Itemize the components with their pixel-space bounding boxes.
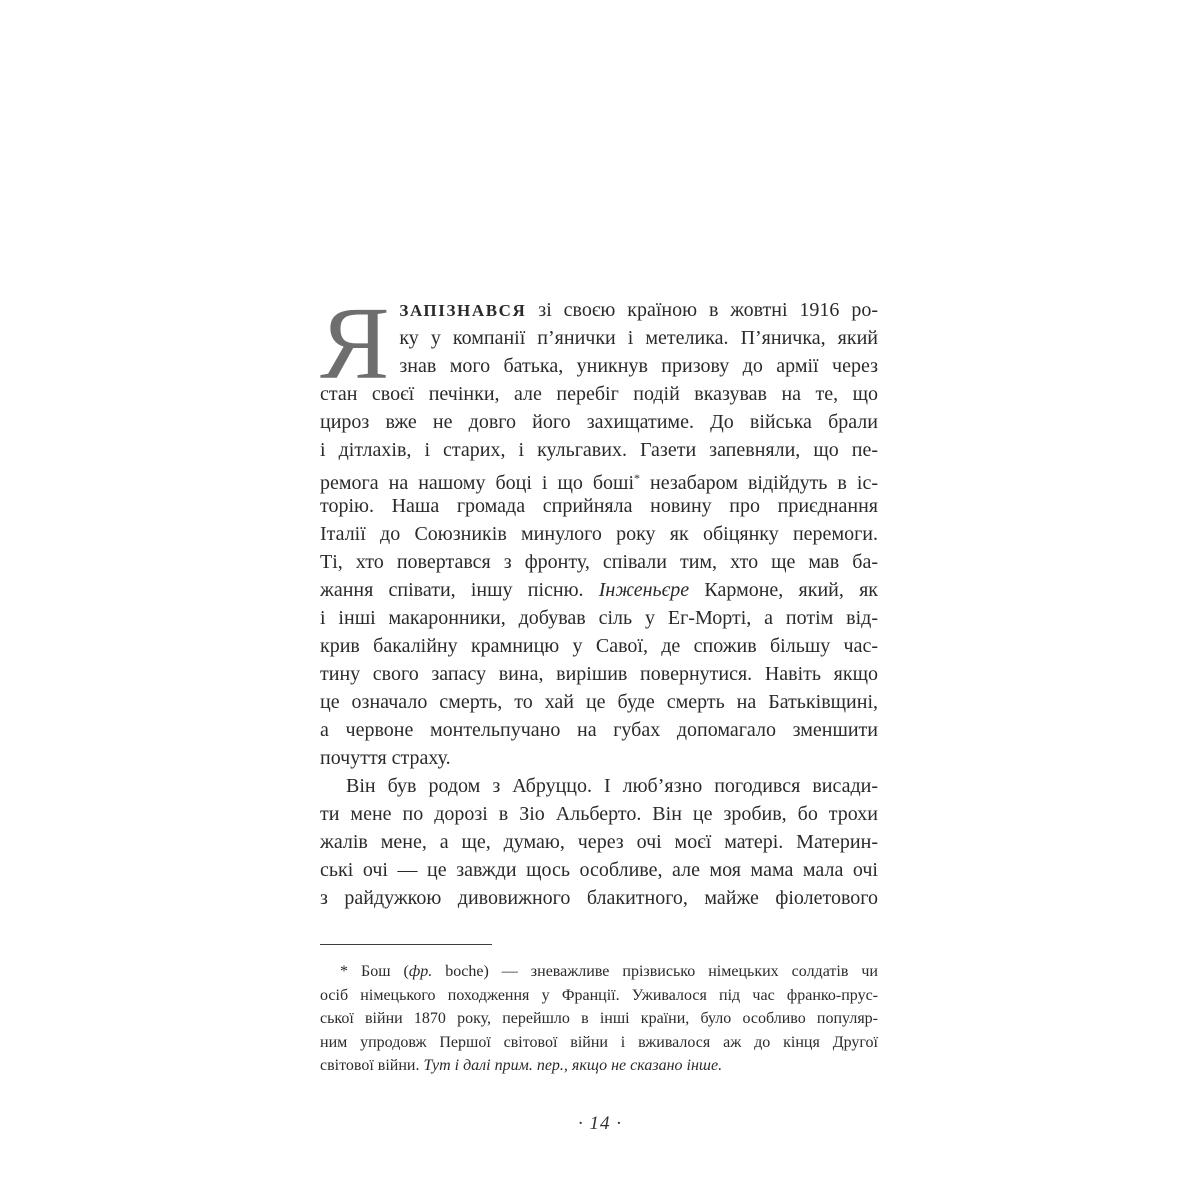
body-line-8: торію. Наша громада сприйняла новину про приєднання (320, 495, 878, 517)
body-line-2: ку у компанії п’янички і метелика. П’яничка, який (399, 327, 878, 349)
body-line-11 (320, 576, 878, 604)
footnote-line-4: ним упродовж Першої світової війни і вживалося аж до кінця Другої (320, 1033, 878, 1051)
footnote-line-3: ської війни 1870 року, перейшло в інші країни, було особливо популяр- (320, 1010, 878, 1027)
body-line-6: і дітлахів, і старих, і кульгавих. Газети запевняли, що пе- (320, 439, 878, 461)
body-text-block (320, 286, 878, 912)
body-line-22: з райдужкою дивовижного блакитного, майже фіолетового (320, 887, 878, 909)
text-segment: зі своєю країною в жовтні 1916 ро- (526, 299, 878, 321)
body-line-17: почуття страху. (320, 747, 451, 769)
body-line-5: цироз вже не довго його захищатиме. До війська брали (320, 411, 878, 433)
body-line-3: знав мого батька, уникнув призову до армії через (399, 355, 878, 377)
footnote-reference-asterisk: * (634, 471, 641, 485)
footnote-marker: * Бош ( (340, 963, 409, 980)
body-line-12: і інші макаронники, добував сіль у Ег-Морті, а потім від- (320, 607, 878, 629)
lead-word: ЗАПІЗНАВСЯ (399, 301, 527, 320)
footnote-block (320, 960, 878, 1078)
text-segment: boche) — зневажливе прізвисько німецьких солдатів чи (432, 963, 878, 980)
italic-segment: фр. (408, 963, 433, 980)
italic-segment: Інженьєре (598, 579, 690, 601)
body-line-15: це означало смерть, то хай це буде смерть на Батьківщині, (320, 691, 878, 713)
body-line-20: жалів мене, а ще, думаю, через очі моєї матері. Материн- (320, 831, 878, 853)
translator-note: Тут і далі прим. пер., якщо не сказано інше. (423, 1057, 723, 1074)
dropcap-letter: Я (320, 286, 390, 401)
body-line-18: Він був родом з Абруццо. І люб’язно погодився висади- (346, 775, 878, 797)
body-line-1 (320, 296, 878, 324)
footnote-line-5 (320, 1054, 878, 1078)
text-segment: ремога на нашому боці і що боші (320, 472, 635, 494)
footnote-separator (320, 944, 492, 945)
body-line-21: ські очі — це завжди щось особливе, але моя мама мала очі (320, 859, 878, 881)
body-line-14: тину свого запасу вина, вирішив повернутися. Навіть якщо (320, 663, 878, 685)
paragraph-1 (320, 286, 878, 772)
body-line-10: Ті, хто повертався з фронту, співали тим, хто ще мав ба- (320, 551, 878, 573)
body-line-4: стан своєї печінки, але перебіг подій вказував на те, що (320, 383, 878, 405)
text-segment: світової війни. (320, 1057, 424, 1074)
body-line-9: Італії до Союзників минулого року як обіцянку перемоги. (320, 523, 878, 545)
body-line-13: крив бакалійну крамницю у Савої, де спожив більшу час- (320, 635, 878, 657)
footnote-line-1 (320, 960, 878, 984)
footnote-line-2: осіб німецького походження у Франції. Уживалося під час франко-прус- (320, 986, 878, 1004)
body-line-7 (320, 464, 878, 492)
body-line-19: ти мене по дорозі в Зіо Альберто. Він це зробив, бо трохи (320, 803, 878, 825)
body-line-16: а червоне монтельпучано на губах допомагало зменшити (320, 719, 878, 741)
text-segment: Кармоне, який, як (689, 579, 878, 601)
page-number: · 14 · (578, 1113, 622, 1134)
paragraph-2 (320, 772, 878, 912)
text-segment: жання співати, іншу пісню. (320, 579, 599, 601)
text-segment: незабаром відійдуть в іс- (640, 472, 878, 494)
